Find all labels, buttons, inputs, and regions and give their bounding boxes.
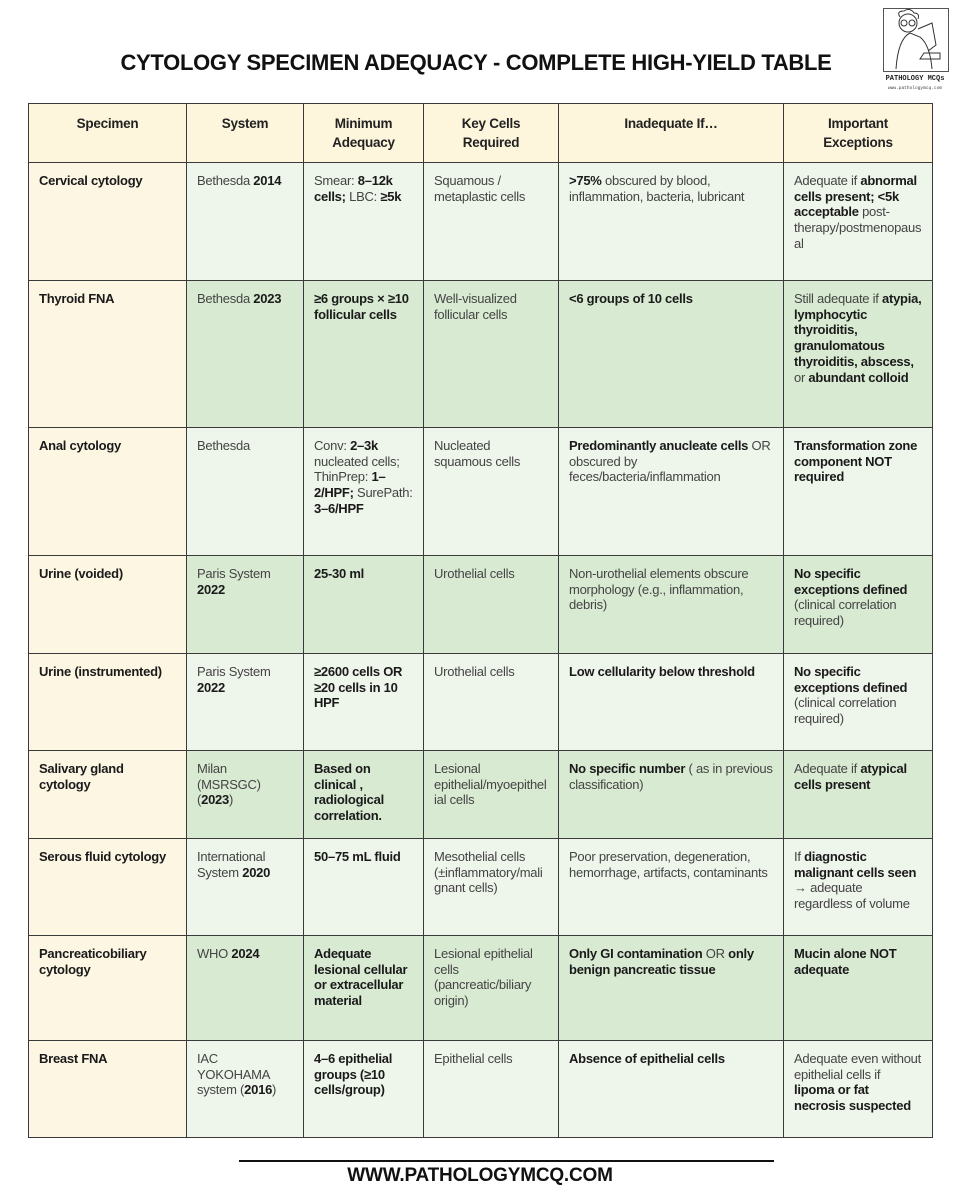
bold-text: Cervical cytology	[39, 173, 143, 188]
text: International System	[197, 849, 266, 880]
column-header-system: System	[187, 104, 304, 163]
cell-inadequate-if	[559, 839, 784, 936]
text: Squamous / metaplastic cells	[434, 173, 526, 204]
cell-minimum-adequacy	[304, 1041, 424, 1138]
cell-exceptions	[784, 751, 933, 839]
bold-text: <6 groups of 10 cells	[569, 291, 693, 306]
cell-minimum-adequacy	[304, 936, 424, 1041]
bold-text: 2–3k	[350, 438, 378, 453]
bold-text: 2014	[253, 173, 282, 188]
text: or	[794, 369, 809, 385]
header-row	[29, 104, 933, 163]
cell-system	[187, 281, 304, 428]
cell-system	[187, 751, 304, 839]
cell-minimum-adequacy	[304, 654, 424, 751]
text: Epithelial cells	[434, 1051, 513, 1066]
cell-key-cells	[424, 654, 559, 751]
bold-text: 3–6/HPF	[314, 500, 364, 516]
cell-minimum-adequacy	[304, 428, 424, 556]
bold-text: 25-30 ml	[314, 566, 365, 581]
bold-text: Absence of epithelial cells	[569, 1051, 725, 1066]
bold-text: diagnostic malignant cells seen	[794, 849, 917, 880]
cell-system	[187, 556, 304, 654]
bold-text: Urine (instrumented)	[39, 664, 162, 679]
bold-text: lipoma or fat necrosis suspected	[794, 1082, 911, 1114]
bold-text: Low cellularity below threshold	[569, 664, 755, 679]
table-row	[29, 556, 933, 654]
cell-key-cells	[424, 751, 559, 839]
bold-text: Adequate lesional cellular or extracellular material	[314, 946, 408, 1009]
cell-inadequate-if	[559, 428, 784, 556]
cell-exceptions	[784, 281, 933, 428]
bold-text: abundant colloid	[808, 369, 909, 385]
logo-url: www.pathologymcq.com	[887, 86, 942, 91]
text: Poor preservation, degeneration, hemorrhage, artifacts, contaminants	[569, 849, 768, 880]
text: OR obscured by feces/bacteria/inflammation	[569, 438, 771, 485]
cell-specimen	[29, 281, 187, 428]
footer-divider	[239, 1160, 774, 1162]
cell-exceptions	[784, 1041, 933, 1138]
bold-text: Serous fluid cytology	[39, 849, 166, 864]
text: Bethesda	[197, 291, 254, 306]
bold-text: 2023	[201, 792, 230, 808]
bold-text: ≥6 groups × ≥10 follicular cells	[314, 291, 409, 322]
cell-specimen	[29, 163, 187, 281]
text: nucleated cells; ThinPrep:	[314, 453, 400, 485]
cell-system	[187, 839, 304, 936]
bold-text: 2016	[244, 1082, 273, 1098]
bold-text: Predominantly anucleate cells	[569, 438, 749, 453]
cell-specimen	[29, 936, 187, 1041]
bold-text: 4–6 epithelial groups (≥10 cells/group)	[314, 1051, 393, 1098]
cell-inadequate-if	[559, 163, 784, 281]
text: Well-visualized follicular cells	[434, 291, 517, 322]
cell-minimum-adequacy	[304, 556, 424, 654]
cell-exceptions	[784, 556, 933, 654]
cell-specimen	[29, 654, 187, 751]
text: (clinical correlation required)	[794, 597, 897, 629]
text: SurePath:	[353, 485, 413, 501]
text: OR	[702, 946, 729, 961]
bold-text: 2022	[197, 679, 225, 695]
bold-text: atypical cells present	[794, 761, 907, 792]
text: Nucleated squamous cells	[434, 438, 521, 469]
cell-key-cells	[424, 839, 559, 936]
text: Paris System	[197, 664, 271, 679]
text: If	[794, 849, 805, 864]
bold-text: Pancreaticobiliary cytology	[39, 946, 147, 977]
cell-specimen	[29, 556, 187, 654]
column-header-key-cells: Key Cells Required	[424, 104, 559, 163]
column-header-specimen: Specimen	[29, 104, 187, 163]
adequacy-table	[28, 103, 933, 1138]
page-title: CYTOLOGY SPECIMEN ADEQUACY - COMPLETE HIGH-YIELD TABLE	[120, 50, 832, 75]
text: Urothelial cells	[434, 566, 515, 581]
cell-key-cells	[424, 556, 559, 654]
bold-text: 2024	[231, 946, 260, 961]
pathology-mcqs-logo	[881, 6, 949, 96]
text: Smear:	[314, 173, 358, 188]
table-row	[29, 428, 933, 556]
cell-minimum-adequacy	[304, 751, 424, 839]
bold-text: No specific exceptions defined	[794, 566, 908, 597]
text: IAC YOKOHAMA system (	[197, 1051, 270, 1098]
text: Lesional epithelial/myoepithelial cells	[434, 761, 547, 808]
bold-text: Based on clinical , radiological correlation.	[314, 761, 384, 824]
column-header-inadequate-if: Inadequate If…	[559, 104, 784, 163]
text: Paris System	[197, 566, 271, 581]
bold-text: No specific number	[569, 761, 686, 776]
text: )	[272, 1082, 277, 1098]
footer-website: WWW.PATHOLOGYMCQ.COM	[347, 1165, 613, 1186]
bold-text: Breast FNA	[39, 1051, 108, 1066]
cell-specimen	[29, 751, 187, 839]
bold-text: 2020	[242, 864, 271, 880]
cell-inadequate-if	[559, 936, 784, 1041]
text: (clinical correlation required)	[794, 695, 897, 727]
text: post-therapy/postmenopausal	[794, 204, 922, 251]
text: )	[229, 792, 234, 808]
logo-name: PATHOLOGY MCQs	[885, 75, 945, 83]
bold-text: 50–75 mL fluid	[314, 849, 401, 864]
bold-text: No specific exceptions defined	[794, 664, 908, 695]
cell-exceptions	[784, 163, 933, 281]
text: Still adequate if	[794, 291, 883, 306]
cell-specimen	[29, 839, 187, 936]
cell-inadequate-if	[559, 751, 784, 839]
cell-minimum-adequacy	[304, 163, 424, 281]
text: Urothelial cells	[434, 664, 515, 679]
bold-text: 8–12k cells;	[314, 173, 393, 204]
bold-text: >75%	[569, 173, 602, 188]
cell-specimen	[29, 428, 187, 556]
cell-key-cells	[424, 281, 559, 428]
cell-exceptions	[784, 654, 933, 751]
cell-key-cells	[424, 936, 559, 1041]
table-row	[29, 936, 933, 1041]
text: WHO	[197, 946, 232, 961]
table-row	[29, 839, 933, 936]
text: Bethesda	[197, 438, 250, 453]
bold-text: Mucin alone NOT adequate	[794, 946, 897, 977]
cell-system	[187, 163, 304, 281]
bold-text: 1–2/HPF;	[314, 469, 386, 501]
cell-inadequate-if	[559, 556, 784, 654]
text: Mesothelial cells (±inflammatory/malignant cells)	[434, 849, 543, 896]
text: Adequate even without epithelial cells if	[794, 1051, 922, 1082]
bold-text: 2022	[197, 581, 225, 597]
cell-inadequate-if	[559, 1041, 784, 1138]
table-row	[29, 751, 933, 839]
bold-text: atypia, lymphocytic thyroiditis, granulomatous thyroiditis, abscess,	[794, 291, 922, 369]
bold-text: Only GI contamination	[569, 946, 703, 961]
cell-minimum-adequacy	[304, 839, 424, 936]
cell-inadequate-if	[559, 281, 784, 428]
text: Conv:	[314, 438, 351, 453]
cell-exceptions	[784, 936, 933, 1041]
cell-system	[187, 654, 304, 751]
scientist-microscope-icon	[883, 8, 949, 72]
cell-system	[187, 936, 304, 1041]
cell-exceptions	[784, 839, 933, 936]
column-header-minimum-adequacy: Minimum Adequacy	[304, 104, 424, 163]
table-row	[29, 281, 933, 428]
table-row	[29, 163, 933, 281]
cell-specimen	[29, 1041, 187, 1138]
cell-system	[187, 1041, 304, 1138]
text: Adequate if	[794, 173, 861, 188]
cell-key-cells	[424, 1041, 559, 1138]
text: Milan (MSRSGC) (	[197, 761, 261, 808]
cell-key-cells	[424, 163, 559, 281]
cell-minimum-adequacy	[304, 281, 424, 428]
bold-text: ≥2600 cells OR ≥20 cells in 10 HPF	[314, 664, 403, 711]
bold-text: Urine (voided)	[39, 566, 123, 581]
bold-text: Transformation zone component NOT required	[794, 438, 918, 485]
bold-text: Anal cytology	[39, 438, 121, 453]
cell-key-cells	[424, 428, 559, 556]
cell-system	[187, 428, 304, 556]
bold-text: Thyroid FNA	[39, 291, 115, 306]
bold-text: abnormal cells present; <5k acceptable	[794, 173, 917, 220]
text: → adequate regardless of volume	[794, 880, 910, 912]
bold-text: 2023	[253, 291, 282, 306]
cell-inadequate-if	[559, 654, 784, 751]
bold-text: ≥5k	[380, 188, 402, 204]
text: Lesional epithelial cells (pancreatic/biliary origin)	[434, 946, 533, 1009]
cell-exceptions	[784, 428, 933, 556]
text: obscured by blood, inflammation, bacteria, lubricant	[569, 173, 745, 204]
bold-text: Salivary gland cytology	[39, 761, 124, 792]
bold-text: only benign pancreatic tissue	[569, 946, 754, 977]
text: ( as in previous classification)	[569, 761, 773, 792]
text: Adequate if	[794, 761, 861, 776]
table-row	[29, 654, 933, 751]
table-row	[29, 1041, 933, 1138]
column-header-exceptions: Important Exceptions	[784, 104, 933, 163]
text: LBC:	[345, 188, 381, 204]
text: Bethesda	[197, 173, 254, 188]
text: Non-urothelial elements obscure morphology (e.g., inflammation, debris)	[569, 566, 749, 613]
